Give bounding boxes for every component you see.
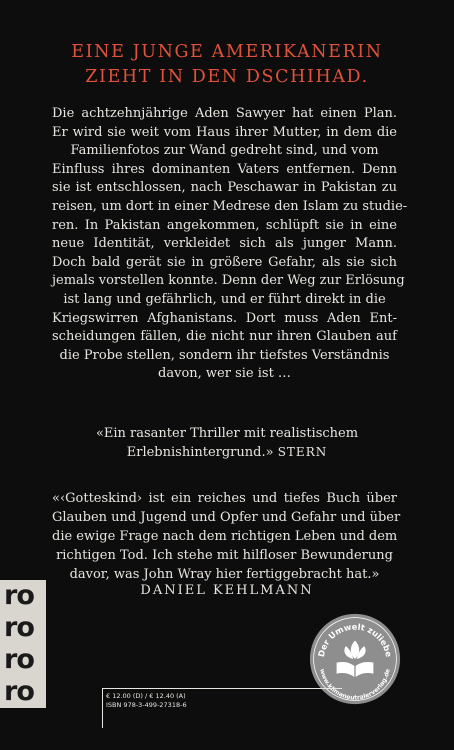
rororo-logo xyxy=(0,580,46,708)
blurb-line: sie ist entschlossen, nach Peschawar in Pakistan zu xyxy=(52,180,397,196)
quote-kehlmann-line: die ewige Frage nach dem richtigen Leben und dem xyxy=(52,529,398,544)
blurb-line: Er wird sie weit vom Haus ihrer Mutter, in dem die xyxy=(52,124,397,140)
quote-kehlmann xyxy=(52,489,401,584)
isbn-label: ISBN 978-3-499-27318-6 xyxy=(106,701,187,709)
blurb-line: Die achtzehnjährige Aden Sawyer hat einen Plan. xyxy=(52,106,397,121)
blurb-line: davon, wer sie ist … xyxy=(158,366,291,382)
blurb-line: neue Identität, verkleidet sich als junger Mann. xyxy=(52,236,397,252)
badge-top-text: Der Umwelt zuliebe xyxy=(315,621,395,658)
quote-stern-line-1: «Ein rasanter Thriller mit realistischem xyxy=(95,426,359,441)
price-box xyxy=(102,688,342,728)
blurb-line: jemals vorstellen konnte. Denn der Weg zur Erlösung xyxy=(52,273,405,289)
blurb-line: Doch bald gerät sie in größere Gefahr, als sie sich xyxy=(52,254,397,270)
headline-line-2: ZIEHT IN DEN DSCHIHAD. xyxy=(85,67,369,87)
headline xyxy=(0,40,454,90)
price-label: € 12.00 (D) / € 12.40 (A) xyxy=(106,692,186,700)
blurb-line: ren. In Pakistan angekommen, schlüpft sie in eine xyxy=(52,217,397,233)
logo-row: ro xyxy=(4,644,34,675)
blurb-line: die Probe stellen, sondern ihr tiefstes Verständnis xyxy=(59,347,390,363)
blurb-line: Einfluss ihres dominanten Vaters entfernen. Denn xyxy=(52,161,397,177)
logo-row: ro xyxy=(4,612,34,643)
quote-kehlmann-line: Glauben und Jugend und Opfer und Gefahr und über xyxy=(52,510,401,525)
blurb-text xyxy=(52,105,408,384)
quote-kehlmann-line: richtigen Tod. Ich stehe mit hilfloser Bewunderung xyxy=(56,548,393,563)
quote-kehlmann-line: «‹Gotteskind› ist ein reiches und tiefes Buch über xyxy=(52,491,397,506)
quote-stern-text: Erlebnishintergrund.» xyxy=(126,445,274,460)
quote-stern xyxy=(0,424,454,462)
logo-row: ro xyxy=(4,676,34,707)
blurb-line: ist lang und gefährlich, und er führt direkt in die xyxy=(63,291,386,307)
quote-stern-line-2 xyxy=(0,443,454,462)
blurb-line: Familienfotos zur Wand gedreht sind, und vom xyxy=(70,143,379,159)
quote-kehlmann-author: DANIEL KEHLMANN xyxy=(140,583,314,598)
blurb-line: reisen, um dort in einer Medrese den Islam zu studie- xyxy=(52,198,408,214)
quote-stern-source: STERN xyxy=(277,445,328,459)
badge-bottom-text: www.klimaneutralerverlag.de xyxy=(318,668,392,702)
quote-kehlmann-line: davor, was John Wray hier fertiggebracht hat.» xyxy=(69,567,380,582)
blurb-line: Kriegswirren Afghanistans. Dort muss Aden Ent- xyxy=(52,310,397,326)
headline-line-1: EINE JUNGE AMERIKANERIN xyxy=(71,42,383,62)
blurb-line: scheidungen fällen, die nicht nur ihren Glauben auf xyxy=(52,329,397,345)
logo-row: ro xyxy=(4,580,34,611)
